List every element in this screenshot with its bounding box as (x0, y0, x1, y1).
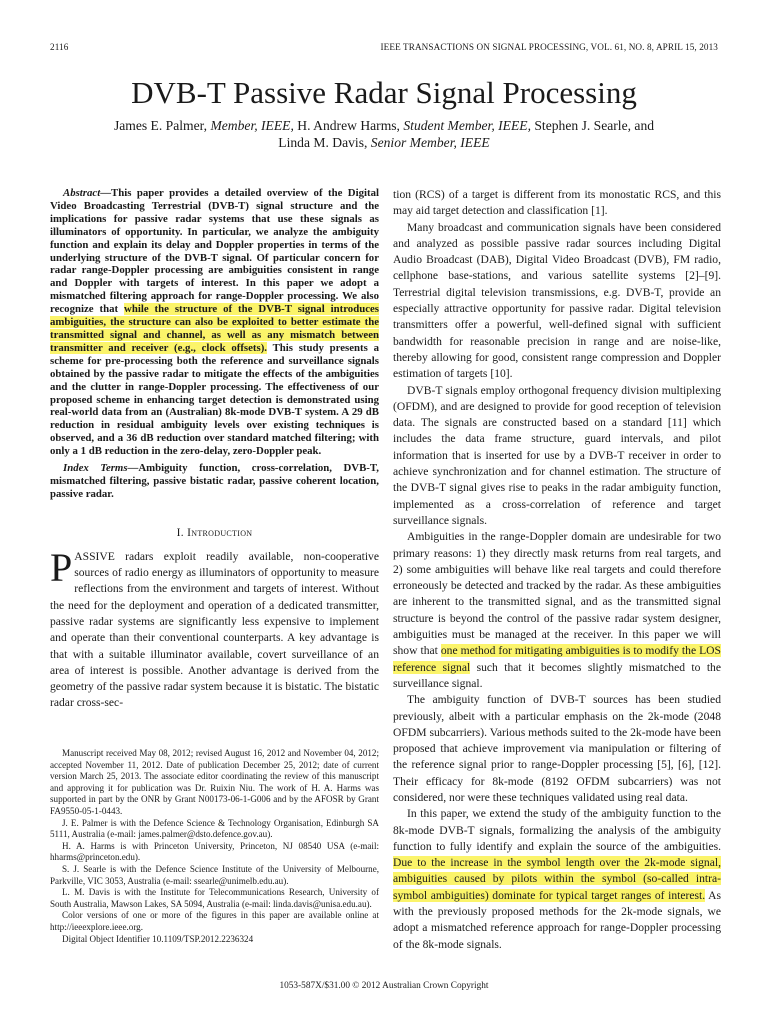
section-number: I. (176, 526, 184, 539)
paragraph-ofdm: DVB-T signals employ orthogonal frequency division multiplexing (OFDM), and are designed to provide for good reception of television data. The signals are constructed based on a standard [11] which includes the data frame structure, guard intervals, and pilot information that is inserted for use by a DVB-T receiver in order to achieve synchronization and for channel estimation. The structure of the DVB-T signal gives rise to peaks in the radar ambiguity function, implemented as a cross-correlation of reference and target surveillance signals. (393, 383, 721, 527)
footnote-davis: L. M. Davis is with the Institute for Telecommunications Research, University of South Australia, Mawson Lakes, SA 5094, Australia (e-mail: linda.davis@unisa.edu.au). (50, 887, 379, 909)
author-line-2 (60, 134, 708, 151)
footnote-harms: H. A. Harms is with Princeton University, Princeton, NJ 08540 USA (e-mail: hharms@princeton.edu). (50, 840, 379, 863)
section-title: Introduction (187, 526, 253, 539)
ambiguities-text-1: Ambiguities in the range-Doppler domain are undesirable for two primary reasons: 1) they directly mask returns from real targets, and 2) some ambiguities will behave like real targets and could therefore erroneously be detected and tracked by the radar. As these ambiguities are inherent to the transmitted signal, and as the transmitted signal structure is beyond the control of the passive radar system designer, ambiguities must be managed at the receiver. In this paper we will show that (393, 530, 721, 658)
footnotes (50, 748, 379, 945)
abstract-label: Abstract (63, 187, 101, 199)
author-role: Senior Member, IEEE (370, 135, 490, 150)
abstract-highlight: while the structure of the DVB-T signal introduces ambiguities, the structure can also be exploited to better estimate the transmitted signal and channel, as well as any mismatch between transmitter and receiver (e.g., clock offsets). (50, 303, 380, 354)
footnote-palmer: J. E. Palmer is with the Defence Science & Technology Organisation, Edinburgh SA 5111, Australia (e-mail: james.palmer@dsto.defence.gov.au). (50, 817, 379, 840)
footnote-color: Color versions of one or more of the figures in this paper are available online at http://ieeexplore.ieee.org. (50, 910, 379, 932)
author-name: H. Andrew Harms, (297, 118, 400, 133)
author-list (60, 117, 708, 151)
paragraph-ambiguities (393, 529, 721, 692)
footnote-doi: Digital Object Identifier 10.1109/TSP.2012.2236324 (62, 933, 254, 944)
paragraph-broadcast-sources: Many broadcast and communication signals have been considered and analyzed as possible passive radar sources including Digital Audio Broadcast (DAB), Digital Video Broadcast (DVB), FM radio, cellphone base-stations, and various satellite systems [2]–[9]. Terrestrial digital television transmissions, e.g. DVB-T, provide an especially attractive opportunity for passive radar. Digital television transmitters offer a powerful, well-defined signal with sufficient bandwidth for reasonable precision in range and are noise-like, thereby allowing for good, consistent range compression and Doppler estimation of targets [10]. (393, 220, 721, 381)
abstract (50, 187, 379, 458)
page-number: 2116 (50, 42, 69, 52)
journal-citation: IEEE TRANSACTIONS ON SIGNAL PROCESSING, VOL. 61, NO. 8, APRIL 15, 2013 (380, 42, 718, 52)
author-name: James E. Palmer, (113, 118, 208, 133)
ambiguities-highlight: one method for mitigating ambiguities is to modify the LOS reference signal (393, 644, 721, 674)
index-terms-label: Index Terms (63, 462, 128, 475)
abstract-text-2: This study presents a scheme for pre-processing both the reference and surveillance signals obtained by the passive radar to mitigate the effects of the ambiguities and the clutter in range-Doppler processing. The effectiveness of our proposed scheme in enhancing target detection is demonstrated using real-world data from an (Australian) 8k-mode DVB-T system. A 29 dB reduction in residual ambiguity levels over existing techniques is observed, and a 36 dB reduction over standard matched filtering; with only a 1 dB reduction in the zero-delay, zero-Doppler peak. (50, 341, 379, 458)
drop-cap: P (50, 544, 73, 590)
copyright-footer: 1053-587X/$31.00 © 2012 Australian Crown Copyright (279, 981, 489, 991)
running-header (50, 42, 718, 56)
left-column (50, 187, 379, 712)
section-heading-introduction (50, 527, 379, 539)
author-name: Linda M. Davis, (278, 135, 368, 150)
author-line-1 (60, 117, 708, 134)
index-terms (50, 462, 379, 501)
contribution-text-2: As with the previously proposed methods for the 2k-mode signals, we adopt a mismatched reference approach for range-Doppler processing of the 8k-mode signals. (393, 888, 721, 951)
contribution-text-1: In this paper, we extend the study of the ambiguity function to the 8k-mode DVB-T signals, formalizing the analysis of the ambiguity function to fully identify and explain the source of the ambiguities. (393, 807, 721, 853)
paragraph-contribution (393, 806, 721, 953)
contribution-highlight: Due to the increase in the symbol length over the 2k-mode signal, ambiguities caused by pilots within the symbol (so-called intra-symbol ambiguities) dominate for typical target ranges of interest. (393, 856, 721, 902)
right-column (393, 187, 721, 953)
intro-paragraph (50, 544, 379, 712)
author-role: Student Member, IEEE, (403, 118, 531, 133)
index-terms-text: —Ambiguity function, cross-correlation, DVB-T, mismatched filtering, passive bistatic radar, passive coherent location, passive radar. (50, 462, 379, 500)
paragraph-rcs: tion (RCS) of a target is different from its monostatic RCS, and this may aid target detection and classification [1]. (393, 188, 721, 218)
paragraph-prior-work: The ambiguity function of DVB-T sources has been studied previously, albeit with a particular emphasis on the 2k-mode (2048 OFDM subcarriers). Various methods suited to the 2k-mode have been proposed that achieve improvement via manipulation or filtering of the reference signal prior to range-Doppler processing [5], [6], [12]. Their efficacy for 8k-mode (8192 OFDM subcarriers) was not considered, nor were these techniques validated using real data. (393, 693, 721, 804)
abstract-text-1: —This paper provides a detailed overview of the Digital Video Broadcasting Terrestrial (DVB-T) signal structure and the implications for passive radar systems that use these signals as illuminators of opportunity. In particular, we analyze the ambiguity function and explain its delay and Doppler properties in terms of the underlying structure of the DVB-T signal. Of particular concern for radar range-Doppler processing are ambiguities consistent in range and Doppler with targets of interest. In this paper we adopt a mismatched filtering approach for range-Doppler processing. We also recognize that (50, 187, 379, 316)
intro-text: ASSIVE radars exploit readily available, non-cooperative sources of radio energy as illuminators of opportunity to measure reflections from the environment and targets of interest. Without the need for the deployment and operation of a dedicated transmitter, passive radar systems are significantly less expensive to implement and operate than their conventional counterparts. A key advantage is that with a suitable illuminator available, covert surveillance of an area of interest is possible. Another advantage is derived from the geometry of the passive radar system because it is bistatic. The bistatic radar cross-sec- (50, 549, 379, 710)
paper-title: DVB-T Passive Radar Signal Processing (131, 75, 637, 110)
author-name: Stephen J. Searle, and (534, 118, 655, 133)
author-role: Member, IEEE, (210, 118, 294, 133)
ambiguities-text-2: such that it becomes slightly mismatched to the surveillance signal. (393, 660, 721, 690)
footnote-searle: S. J. Searle is with the Defence Science Institute of the University of Melbourne, Parkville, VIC 3053, Australia (e-mail: ssearle@unimelb.edu.au). (50, 863, 379, 886)
footnote-manuscript: Manuscript received May 08, 2012; revised August 16, 2012 and November 04, 2012; accepted November 11, 2012. Date of publication December 25, 2012; date of current version March 25, 2013. The associate editor coordinating the review of this manuscript and approving it for publication was Dr. Ruixin Niu. The work of H. A. Harms was supported in part by the ONR by Grant N00173-06-1-G006 and by the AFOSR by Grant FA9550-05-1-0443. (50, 748, 379, 816)
